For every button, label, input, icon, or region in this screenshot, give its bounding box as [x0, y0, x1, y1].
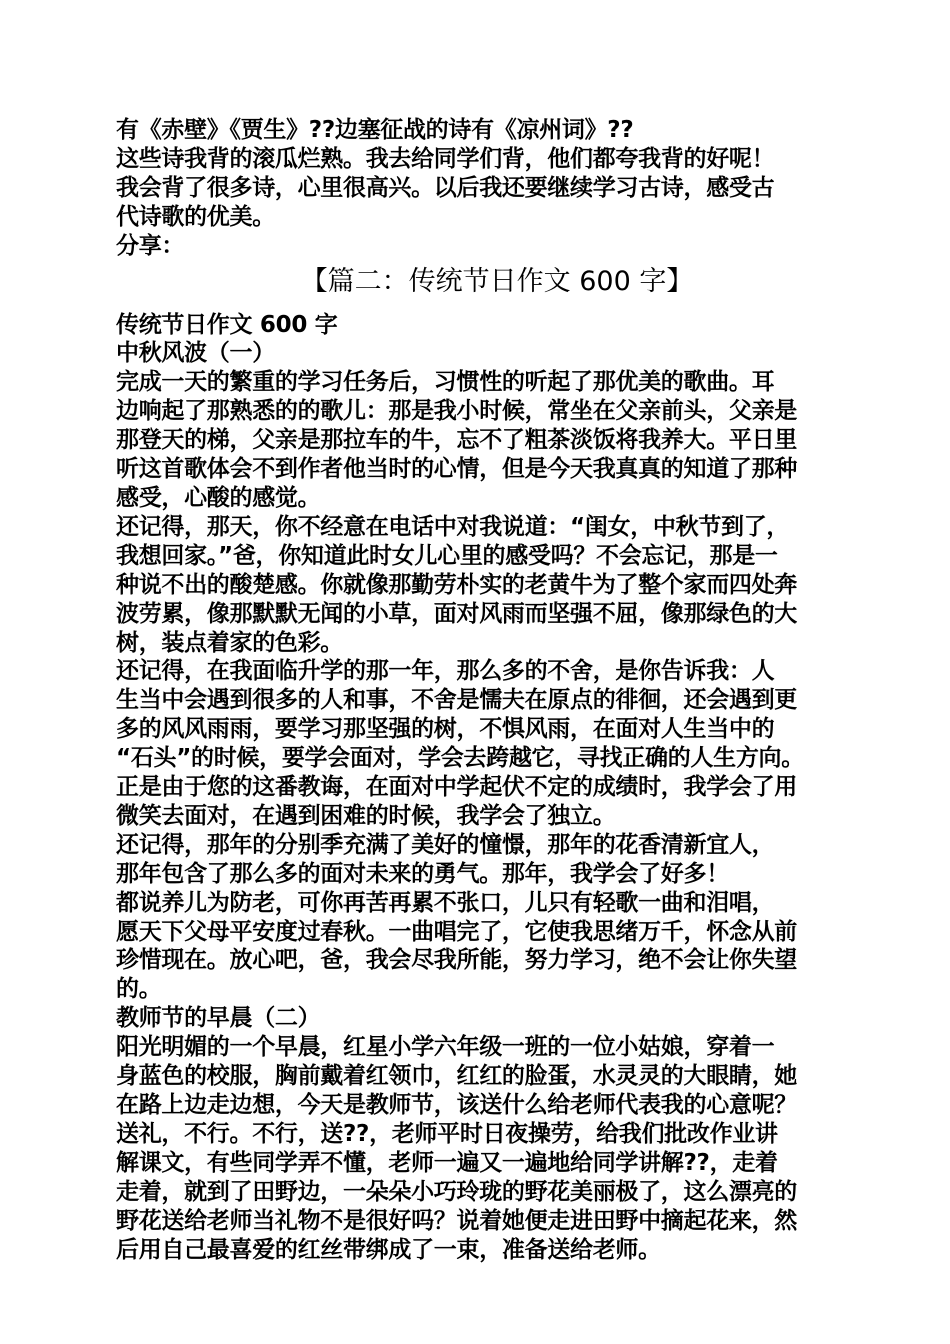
document-page	[116, 116, 838, 1264]
story1-heading: 中秋风波（一）	[116, 340, 275, 367]
story1-paragraph-2: 还记得，那天，你不经意在电话中对我说道：“闺女，中秋节到了， 我想回家。”爸，你知道此时女儿心里的感受吗？不会忘记，那是一 种说不出的酸楚感。你就像那勤劳朴实的老黄牛为了整个家而四处奔 波劳累，像那默默无闻的小草，面对风雨而坚强不屈，像那绿色的大 树，装点着家的色彩。	[116, 513, 798, 656]
story1-paragraph-1: 完成一天的繁重的学习任务后，习惯性的听起了那优美的歌曲。耳 边响起了那熟悉的的歌儿：那是我小时候，常坐在父亲前头，父亲是 那登天的梯，父亲是那拉车的牛，忘不了粗茶淡饭将我养大。平日里 听这首歌体会不到作者他当时的心情，但是今天我真真的知道了那种 感受，心酸的感觉。	[116, 369, 798, 511]
story1-paragraph-3: 还记得，在我面临升学的那一年，那么多的不舍，是你告诉我：人 生当中会遇到很多的人和事，不舍是懦夫在原点的徘徊，还会遇到更 多的风风雨雨，要学习那坚强的树，不惧风雨，在面对人生当中的 “石头”的时候，要学会面对，学会去跨越它，寻找正确的人生方向。 正是由于您的这番教诲，在面对中学起伏不定的成绩时，我学会了用 微笑去面对，在遇到困难的时候，我学会了独立。	[116, 658, 804, 829]
intro-line-3a: 我会背了很多诗，心里很高兴。以后我还要继续学习古诗，感受古	[116, 174, 775, 201]
intro-line-3b: 代诗歌的优美。	[116, 203, 275, 230]
intro-block	[116, 116, 838, 261]
intro-line-1: 有《赤壁》《贾生》??边塞征战的诗有《凉州词》??	[116, 117, 634, 143]
article-title: 传统节日作文 600 字	[116, 311, 338, 338]
story1-paragraph-5: 都说养儿为防老，可你再苦再累不张口，儿只有轻歌一曲和泪唱， 愿天下父母平安度过春秋。一曲唱完了，它使我思绪万千，怀念从前 珍惜现在。放心吧，爸，我会尽我所能，努力学习，绝不会让你失望 的。	[116, 889, 798, 1003]
section-title: 【篇二：传统节日作文 600 字】	[300, 265, 694, 297]
intro-line-2: 这些诗我背的滚瓜烂熟。我去给同学们背，他们都夸我背的好呢！	[116, 145, 775, 172]
story2-heading: 教师节的早晨（二）	[116, 1005, 321, 1032]
share-label: 分享：	[116, 232, 185, 259]
story2-paragraph-1: 阳光明媚的一个早晨，红星小学六年级一班的一位小姑娘，穿着一 身蓝色的校服，胸前戴着红领巾，红红的脸蛋，水灵灵的大眼睛，她 在路上边走边想，今天是教师节，该送什么给老师代表我的心意呢？ 送礼，不行。不行，送??，老师平时日夜操劳，给我们批改作业讲 解课文，有些同学弄不懂，老师一遍又一遍地给同学讲解??，走着 走着，就到了田野边，一朵朵小巧玲珑的野花美丽极了，这么漂亮的 野花送给老师当礼物不是很好吗？说着她便走进田野中摘起花来，然 后用自己最喜爱的红丝带绑成了一束，准备送给老师。	[116, 1034, 798, 1263]
story1-paragraph-4: 还记得，那年的分别季充满了美好的憧憬，那年的花香清新宜人， 那年包含了那么多的面对未来的勇气。那年，我学会了好多！	[116, 831, 775, 887]
